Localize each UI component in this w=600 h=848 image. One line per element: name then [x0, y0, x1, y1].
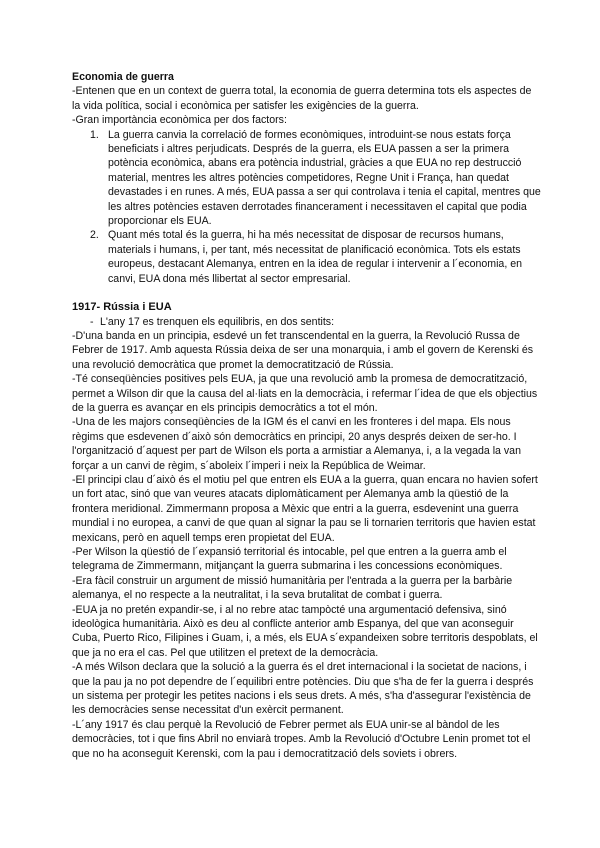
- paragraph: -L´any 1917 és clau perquè la Revolució de Febrer permet als EUA unir-se al bàndol de les democràcies, tot i que fins Abril no enviarà tropes. Amb la Revolució d'Octubre Lenin promet tot el que no ha aconseguit Kerenski, com la pau i democratització dels soviets i obrers.: [72, 718, 531, 760]
- factors-list: [72, 128, 542, 286]
- list-item: [72, 128, 542, 229]
- paragraph: -Té conseqüències positives pels EUA, ja que una revolució amb la promesa de democratització, permet a Wilson dir que la causa del al·liats en la democràcia, i refermar l´idea de que els objectius de la guerra es avançar en els principis democràtics a tot el món.: [72, 373, 538, 414]
- list-item-text: La guerra canvia la correlació de formes econòmiques, introduint-se nous estats força beneficiats i altres perjudicats. Després de la guerra, els EUA passen a ser la primera potència econòmica, abans era potència industrial, gràcies a que EUA no rep destrucció material, mentres les altres potències competidores, Regne Unit i França, han quedat devastades i en runes. A més, EUA passa a ser qui controlava i tenia el capital, mentres que les altres potències estaven derrotades financerament i necessitaven el capital que podia proporcionar els EUA.: [108, 128, 541, 228]
- dash-bullet: -: [90, 315, 94, 328]
- section-title-1917: 1917- Rússia i EUA: [72, 301, 172, 314]
- paragraph: -D'una banda en un principia, esdevé un fet transcendental en la guerra, la Revolució Russa de Febrer de 1917. Amb aquesta Rússia deixa de ser una monarquia, i amb el govern de Kerenski és una revolució democràtica que promet la democratització de Rússia.: [72, 329, 534, 371]
- dash-item: [72, 315, 542, 329]
- paragraph: -Per Wilson la qüestió de l´expansió territorial és intocable, pel que entren a la guerra amb el telegrama de Zimmermann, mitjançant la guerra submarina i les concessions econòmiques.: [72, 546, 507, 573]
- dash-item-text: L'any 17 es trenquen els equilibris, en dos sentits:: [100, 315, 335, 328]
- intro-paragraph: -Entenen que en un context de guerra total, la economia de guerra determina tots els aspectes de la vida política, social i econòmica per satisfer les exigències de la guerra.: [72, 85, 532, 112]
- list-item-text: Quant més total és la guerra, hi ha més necessitat de disposar de recursos humans, materials i humans, i, per tant, més necessitat de planificació econòmica. Tots els estats europeus, destacant Alemanya, entren en la idea de regular i intervenir a l´economia, en canvi, EUA dona més llibertat al sector empresarial.: [108, 229, 522, 285]
- paragraph: -El principi clau d´això és el motiu pel que entren els EUA a la guerra, quan encara no havien sofert un fort atac, sinó que van veures atacats diplomàticament per Alemanya amb la qüestió de la frontera meridional. Zimmermann proposa a Mèxic que entri a la guerra, esdevenint una guerra mundial i no europea, a canvi de que quan al signar la pau se li tornarien territoris que havien estat mexicans, però en aquell temps eren propietat del EUA.: [72, 473, 538, 544]
- factors-label: -Gran importància econòmica per dos factors:: [72, 114, 287, 127]
- paragraph: -EUA ja no pretén expandir-se, i al no rebre atac tampòcté una argumentació defensiva, sinó ideològica humanitària. Això es deu al conflicte anterior amb Espanya, del que van aconseguir Cuba, Puerto Rico, Filipines i Guam, i, a més, els EUA s´expandeixen sobre territoris despoblats, el que ja no era el cas. Pel que utilitzen el pretext de la democràcia.: [72, 603, 538, 659]
- paragraph: -Una de les majors conseqüències de la IGM és el canvi en les fronteres i del mapa. Els nous règims que esdevenen d´això són democràtics en principi, 20 anys després deixen de ser-ho. I l'organització d´aquest per part de Wilson els porta a armistiar a Alemanya, i, a la vegada la van forçar a un canvi de règim, s´aboleix l´imperi i neix la República de Weimar.: [72, 416, 521, 472]
- document-page: [72, 70, 542, 761]
- paragraph: -A més Wilson declara que la solució a la guerra és el dret internacional i la societat de nacions, i que la pau ja no pot dependre de l´equilibri entre potències. Diu que s'ha de fer la guerra i després un sistema per protegir les petites nacions i els seus drets. A més, s'ha d'assegurar l'existència de les democràcies sense necessitat d'un exèrcit permanent.: [72, 661, 534, 717]
- section-title-economia: Economia de guerra: [72, 71, 174, 83]
- list-item: [72, 228, 542, 286]
- paragraph: -Era fàcil construir un argument de missió humanitària per l'entrada a la guerra per la barbàrie alemanya, el no respecte a la neutralitat, i la seva brutalitat de combat i guerra.: [72, 574, 513, 602]
- list-item-number: 2.: [90, 229, 99, 242]
- list-item-number: 1.: [90, 128, 99, 141]
